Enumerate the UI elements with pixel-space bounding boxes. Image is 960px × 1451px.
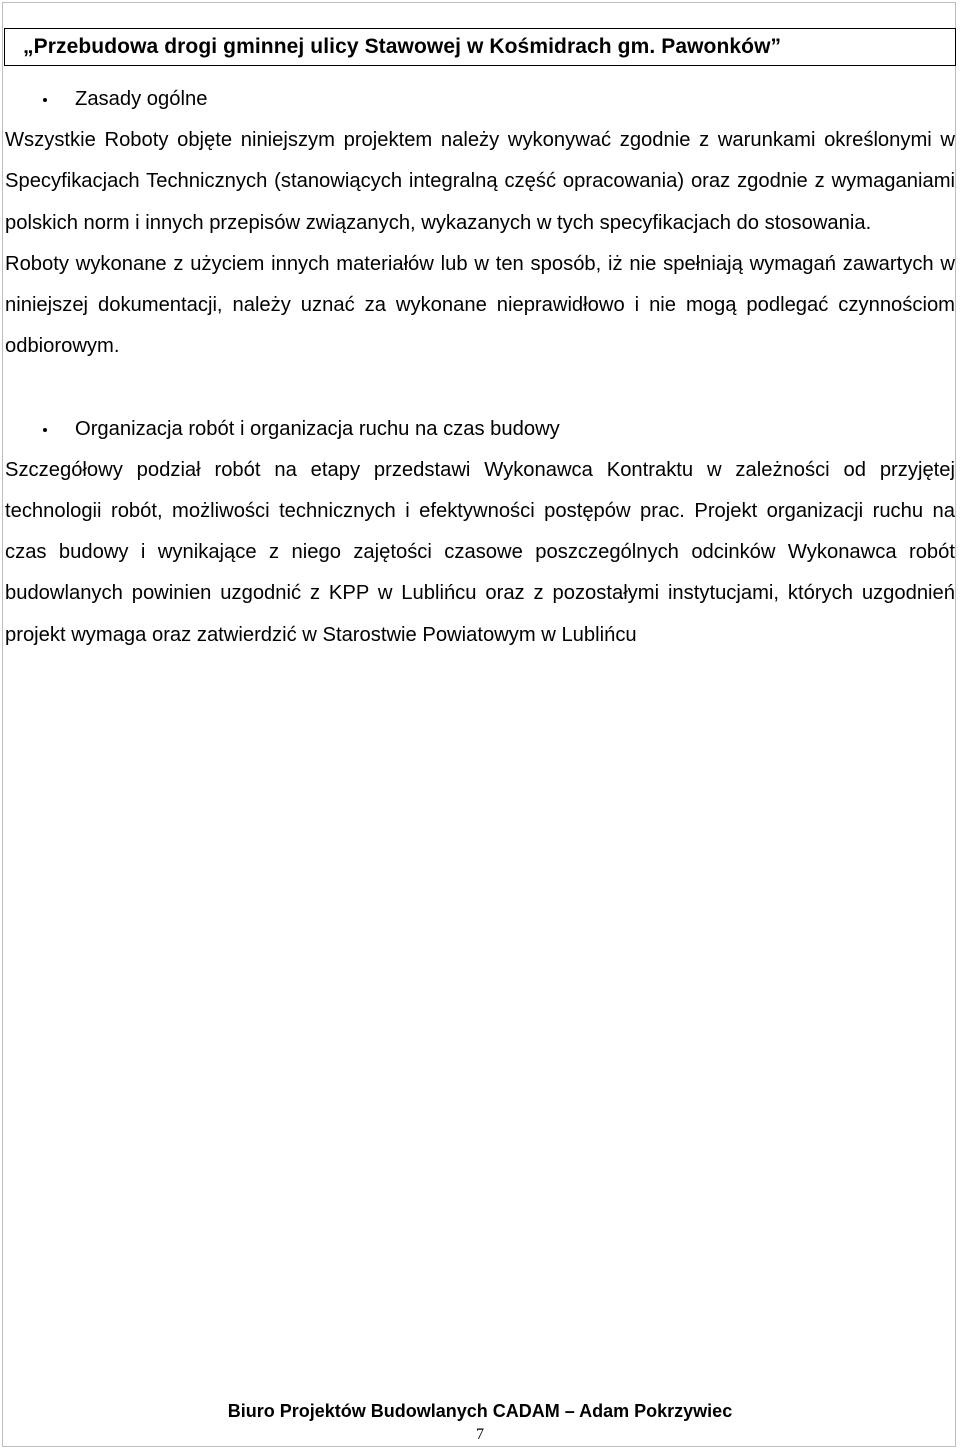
paragraph: Wszystkie Roboty objęte niniejszym projektem należy wykonywać zgodnie z warunkami określonymi w Specyfikacjach Technicznych (stanowiących integralną część opracowania) oraz zgodnie z wymaganiami polskich norm i innych przepisów związanych, wykazanych w tych specyfikacjach do stosowania. (5, 129, 955, 234)
section-heading-text: Organizacja robót i organizacja ruchu na czas budowy (75, 417, 560, 440)
document-body (5, 79, 955, 656)
footer-company-name: Biuro Projektów Budowlanych CADAM – Adam Pokrzywiec (227, 1401, 733, 1421)
section-spacer (5, 367, 955, 408)
paragraph: Roboty wykonane z użyciem innych materiałów lub w ten sposób, iż nie spełniają wymagań zawartych w niniejszej dokumentacji, należy uznać za wykonane nieprawidłowo i nie mogą podlegać czynnościom odbiorowym. (5, 252, 955, 358)
bullet-icon (43, 98, 47, 102)
section-heading-general-rules (5, 79, 955, 120)
bullet-icon (43, 428, 47, 432)
document-header (4, 28, 956, 66)
page-number: 7 (476, 1426, 484, 1443)
section-heading-work-organization (5, 409, 955, 450)
section-heading-text: Zasady ogólne (75, 88, 208, 110)
document-title: „Przebudowa drogi gminnej ulicy Stawowej w Kośmidrach gm. Pawonków” (23, 35, 782, 58)
paragraph: Szczegółowy podział robót na etapy przedstawi Wykonawca Kontraktu w zależności od przyjętej technologii robót, możliwości technicznych i efektywności postępów prac. Projekt organizacji ruchu na czas budowy i wynikające z niego zajętości czasowe poszczególnych odcinków Wykonawca robót budowlanych powinien uzgodnić z KPP w Lublińcu oraz z pozostałymi instytucjami, których uzgodnień projekt wymaga oraz zatwierdzić w Starostwie Powiatowym w Lublińcu (5, 458, 955, 646)
